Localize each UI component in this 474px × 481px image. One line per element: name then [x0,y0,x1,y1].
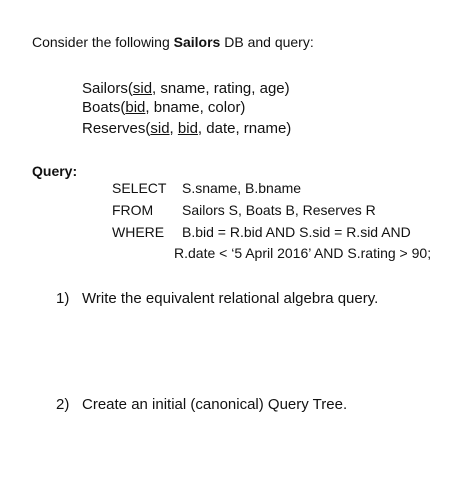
key-attribute: sid [150,120,170,137]
key-attribute: sid [132,80,153,97]
key-attribute: bid [177,120,198,137]
task-text: Create an initial (canonical) Query Tree. [82,396,348,413]
task-item [56,396,347,413]
task-item [56,290,378,307]
intro-db-name: Sailors [173,34,221,50]
select-clause: S.sname, B.bname [182,180,302,196]
task-text: Write the equivalent relational algebra query. [82,290,379,307]
query-heading: Query: [32,163,78,179]
key-attribute: bid [125,99,146,116]
schema-reserves [82,120,291,137]
task-number: 1) [56,290,70,307]
where-clause-continued: R.date < ‘5 April 2016’ AND S.rating > 90; [174,245,432,261]
from-keyword: FROM [112,202,154,218]
intro-before: Consider the following [32,34,174,50]
attribute-list: , bname, color) [145,99,246,116]
task-number: 2) [56,396,70,413]
relation-name: Boats [82,99,121,116]
relation-name: Reserves [82,120,146,137]
schema-sailors [82,80,290,97]
intro-text [32,34,314,50]
where-keyword: WHERE [112,224,165,240]
attribute-list: , date, rname) [197,120,292,137]
schema-boats [82,99,245,116]
open-paren: ( [120,99,126,116]
from-clause: Sailors S, Boats B, Reserves R [182,202,376,218]
select-keyword: SELECT [112,180,167,196]
separator: , [169,120,178,137]
relation-name: Sailors [82,80,128,97]
open-paren: ( [127,80,133,97]
open-paren: ( [145,120,151,137]
where-clause: B.bid = R.bid AND S.sid = R.sid AND [182,224,411,240]
attribute-list: , sname, rating, age) [152,80,290,97]
intro-after: DB and query: [220,34,314,50]
